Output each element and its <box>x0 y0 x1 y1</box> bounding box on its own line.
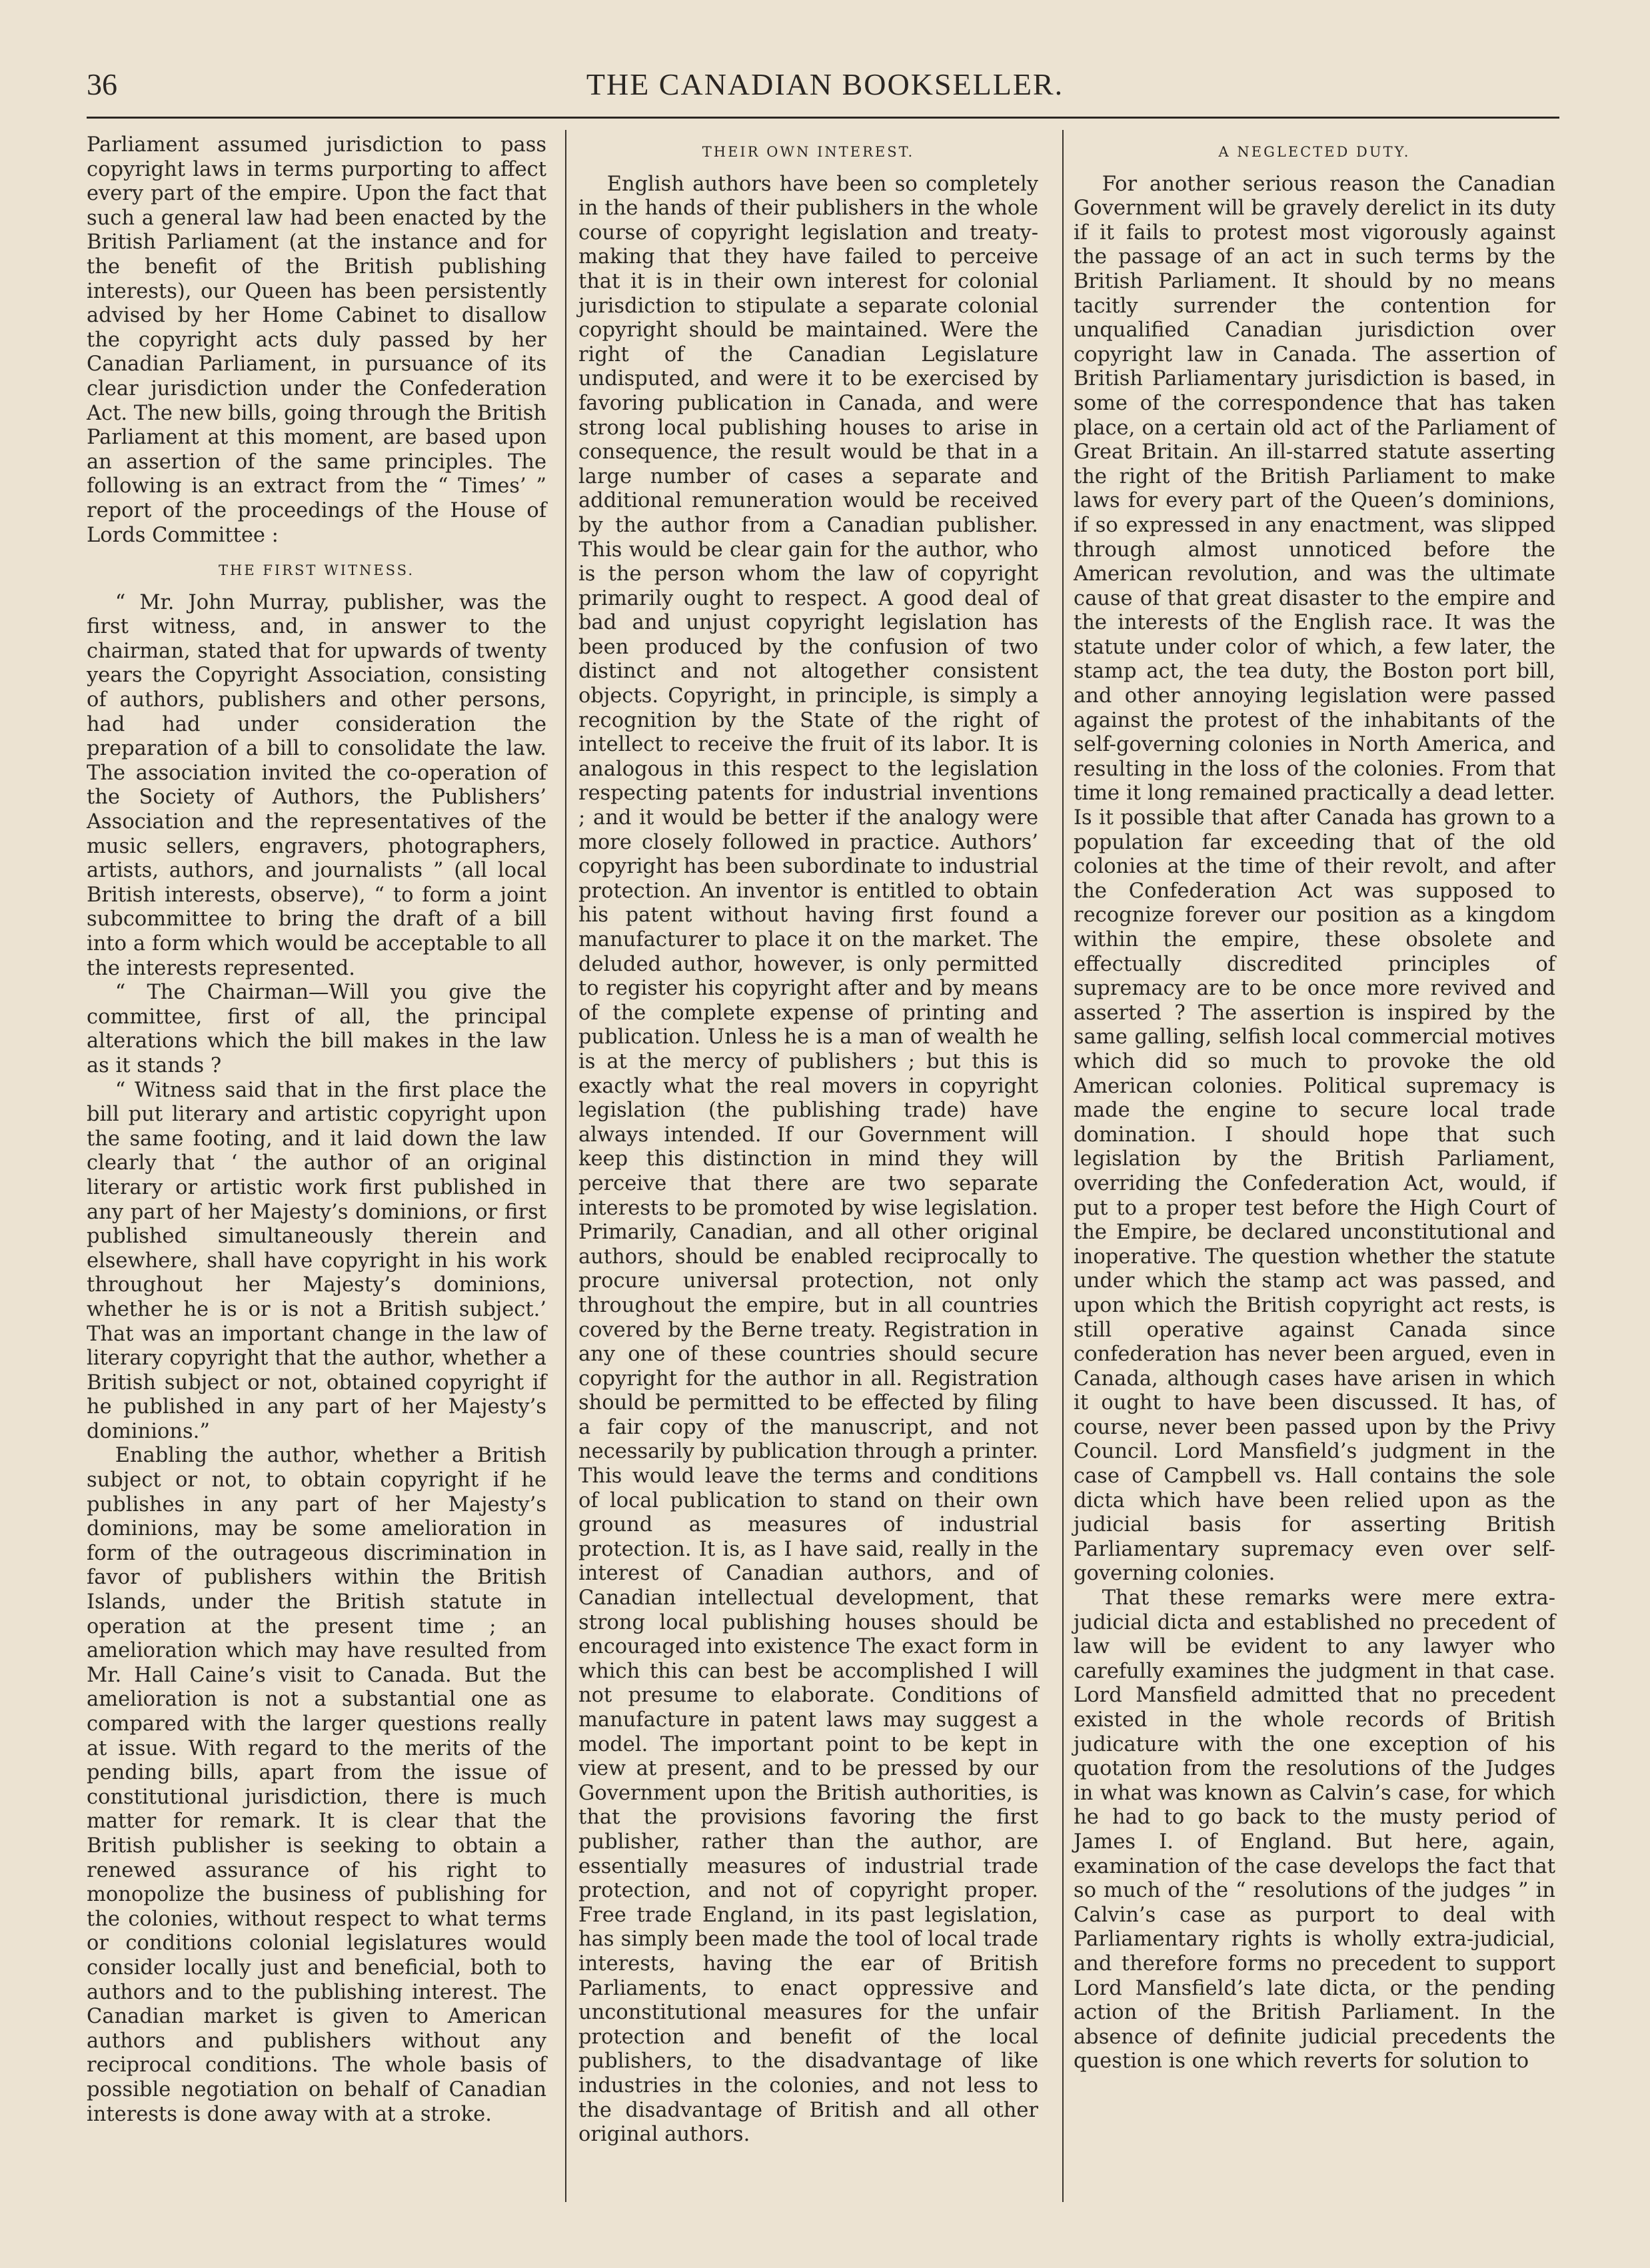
paragraph: For another serious reason the Canadian Government will be gravely derelict in its duty if it fails to protest most vigorously against the passage of an act in such terms by the British Parliament. It should by no means tacitly surrender the contention for unqualified Canadian jurisdiction over copyright law in Canada. The assertion of British Parliamentary jurisdiction is based, in some of the correspondence that has taken place, on a certain old act of the Parliament of Great Britain. An ill-starred statute asserting the right of the British Parliament to make laws for every part of the Queen’s dominions, if so expressed in any enactment, was slipped through almost unnoticed before the American revolution, and was the ultimate cause of that great disaster to the empire and the interests of the English race. It was the statute under color of which, a few later, the stamp act, the tea duty, the Boston port bill, and other annoying legislation were passed against the protest of the inhabitants of the self-governing colonies in North America, and resulting in the loss of the colonies. From that time it long remained practically a dead letter. Is it possible that after Canada has grown to a population far exceeding that of the old colonies at the time of their revolt, and after the Confederation Act was supposed to recognize forever our position as a kingdom within the empire, these obsolete and effectually discredited principles of supremacy are to be once more revived and asserted ? The assertion is inspired by the same galling, selfish local commercial motives which did so much to provoke the old American colonies. Political supremacy is made the engine to secure local trade domination. I should hope that such legislation by the British Parliament, overriding the Confederation Act, would, if put to a proper test before the High Court of the Empire, be declared unconstitutional and inoperative. The question whether the statute under which the stamp act was passed, and upon which the British copyright act rests, is still operative against Canada since confederation has never been argued, even in Canada, although cases have arisen in which it ought to have been discussed. It has, of course, never been passed upon by the Privy Council. Lord Mansfield’s judgment in the case of Campbell vs. Hall contains the sole dicta which have been relied upon as the judicial basis for asserting British Parliamentary supremacy even over self-governing colonies. <box>1074 172 1555 1586</box>
paragraph: That these remarks were mere extra-judicial dicta and established no precedent of law will be evident to any lawyer who carefully examines the judgment in that case. Lord Mansfield admitted that no precedent existed in the whole records of British judicature with the one exception of his quotation from the resolutions of the Judges in what was known as Calvin’s case, for which he had to go back to the musty period of James I. of England. But here, again, examination of the case develops the fact that so much of the “ resolutions of the judges ” in Calvin’s case as purport to deal with Parliamentary rights is wholly extra-judicial, and therefore forms no precedent to support Lord Mansfield’s late dicta, or the pending action of the British Parliament. In the absence of definite judicial precedents the question is one which reverts for solution to <box>1074 1586 1555 2073</box>
page-number: 36 <box>87 67 117 101</box>
paragraph: Parliament assumed jurisdiction to pass copyright laws in terms purporting to affect every part of the empire. Upon the fact that such a general law had been enacted by the British Parliament (at the instance and for the benefit of the British publishing interests), our Queen has been persistently advised by her Home Cabinet to disallow the copyright acts duly passed by her Canadian Parliament, in pursuance of its clear jurisdiction under the Confederation Act. The new bills, going through the British Parliament at this moment, are based upon an assertion of the same principles. The following is an extract from the “ Times’ ” report of the proceedings of the House of Lords Committee : <box>87 133 546 547</box>
paragraph: Enabling the author, whether a British subject or not, to obtain copyright if he publishes in any part of her Majesty’s dominions, may be some amelioration in form of the outrageous discrimination in favor of publishers within the British Islands, under the British statute in operation at the present time ; an amelioration which may have resulted from Mr. Hall Caine’s visit to Canada. But the amelioration is not a substantial one as compared with the larger questions really at issue. With regard to the merits of the pending bills, apart from the issue of constitutional jurisdiction, there is much matter for remark. It is clear that the British publisher is seeking to obtain a renewed assurance of his right to monopolize the business of publishing for the colonies, without respect to what terms or conditions colonial legislatures would consider locally just and beneficial, both to authors and to the publishing interest. The Canadian market is given to American authors and publishers without any reciprocal conditions. The whole basis of possible negotiation on behalf of Canadian interests is done away with at a stroke. <box>87 1444 546 2126</box>
section-heading: THE FIRST WITNESS. <box>219 562 414 579</box>
column-2 <box>578 133 1038 2147</box>
header-rule <box>87 117 1559 119</box>
column-divider <box>1062 130 1064 2202</box>
column-divider <box>565 130 566 2202</box>
column-3 <box>1074 133 1555 2074</box>
paragraph: “ Witness said that in the first place the bill put literary and artistic copyright upon the same footing, and it laid down the law clearly that ‘ the author of an original literary or artistic work first published in any part of her Majesty’s dominions, or first published simultaneously therein and elsewhere, shall have copyright in his work throughout her Majesty’s dominions, whether he is or is not a British subject.’ That was an important change in the law of literary copyright that the author, whether a British subject or not, obtained copyright if he published in any part of her Majesty’s dominions.” <box>87 1078 546 1443</box>
paragraph: “ The Chairman—Will you give the committee, first of all, the principal alterations which the bill makes in the law as it stands ? <box>87 981 546 1077</box>
column-1 <box>87 133 546 2127</box>
section-heading: A NEGLECTED DUTY. <box>1218 144 1411 160</box>
publication-title: THE CANADIAN BOOKSELLER. <box>586 67 1064 101</box>
paragraph: “ Mr. John Murray, publisher, was the first witness, and, in answer to the chairman, stated that for upwards of twenty years the Copyright Association, consisting of authors, publishers and other persons, had had under consideration the preparation of a bill to consolidate the law. The association invited the co-operation of the Society of Authors, the Publishers’ Association and the representatives of the music sellers, engravers, photographers, artists, authors, and journalists ” (all local British interests, observe), “ to form a joint subcommittee to bring the draft of a bill into a form which would be acceptable to all the interests represented. <box>87 590 546 980</box>
section-heading: THEIR OWN INTEREST. <box>702 144 915 160</box>
paragraph: English authors have been so completely in the hands of their publishers in the whole course of copyright legislation and treaty-making that they have failed to perceive that it is in their own interest for colonial jurisdiction to stipulate a separate colonial copyright should be maintained. Were the right of the Canadian Legislature undisputed, and were it to be exercised by favoring publication in Canada, and were strong local publishing houses to arise in consequence, the result would be that in a large number of cases a separate and additional remuneration would be received by the author from a Canadian publisher. This would be clear gain for the author, who is the person whom the law of copyright primarily ought to respect. A good deal of bad and unjust copyright legislation has been produced by the confusion of two distinct and not altogether consistent objects. Copyright, in principle, is simply a recognition by the State of the right of intellect to receive the fruit of its labor. It is analogous in this respect to the legislation respecting patents for industrial inventions ; and it would be better if the analogy were more closely followed in practice. Authors’ copyright has been subordinate to industrial protection. An inventor is entitled to obtain his patent without having first found a manufacturer to place it on the market. The deluded author, however, is only permitted to register his copyright after and by means of the complete expense of printing and publication. Unless he is a man of wealth he is at the mercy of publishers ; but this is exactly what the real movers in copyright legislation (the publishing trade) have always intended. If our Government will keep this distinction in mind they will perceive that there are two separate interests to be promoted by wise legislation. Primarily, Canadian, and all other original authors, should be enabled reciprocally to procure universal protection, not only throughout the empire, but in all countries covered by the Berne treaty. Registration in any one of these countries should secure copyright for the author in all. Registration should be permitted to be effected by filing a fair copy of the manuscript, and not necessarily by publication through a printer. This would leave the terms and conditions of local publication to stand on their own ground as measures of industrial protection. It is, as I have said, really in the interest of Canadian authors, and of Canadian intellectual development, that strong local publishing houses should be encouraged into existence The exact form in which this can best be accomplished I will not presume to elaborate. Conditions of manufacture in patent laws may suggest a model. The important point to be kept in view at present, and to be pressed by our Government upon the British authorities, is that the provisions favoring the first publisher, rather than the author, are essentially measures of industrial trade protection, and not of copyright proper. Free trade England, in its past legislation, has simply been made the tool of local trade interests, having the ear of British Parliaments, to enact oppressive and unconstitutional measures for the unfair protection and benefit of the local publishers, to the disadvantage of like industries in the colonies, and not less to the disadvantage of British and all other original authors. <box>578 172 1038 2147</box>
